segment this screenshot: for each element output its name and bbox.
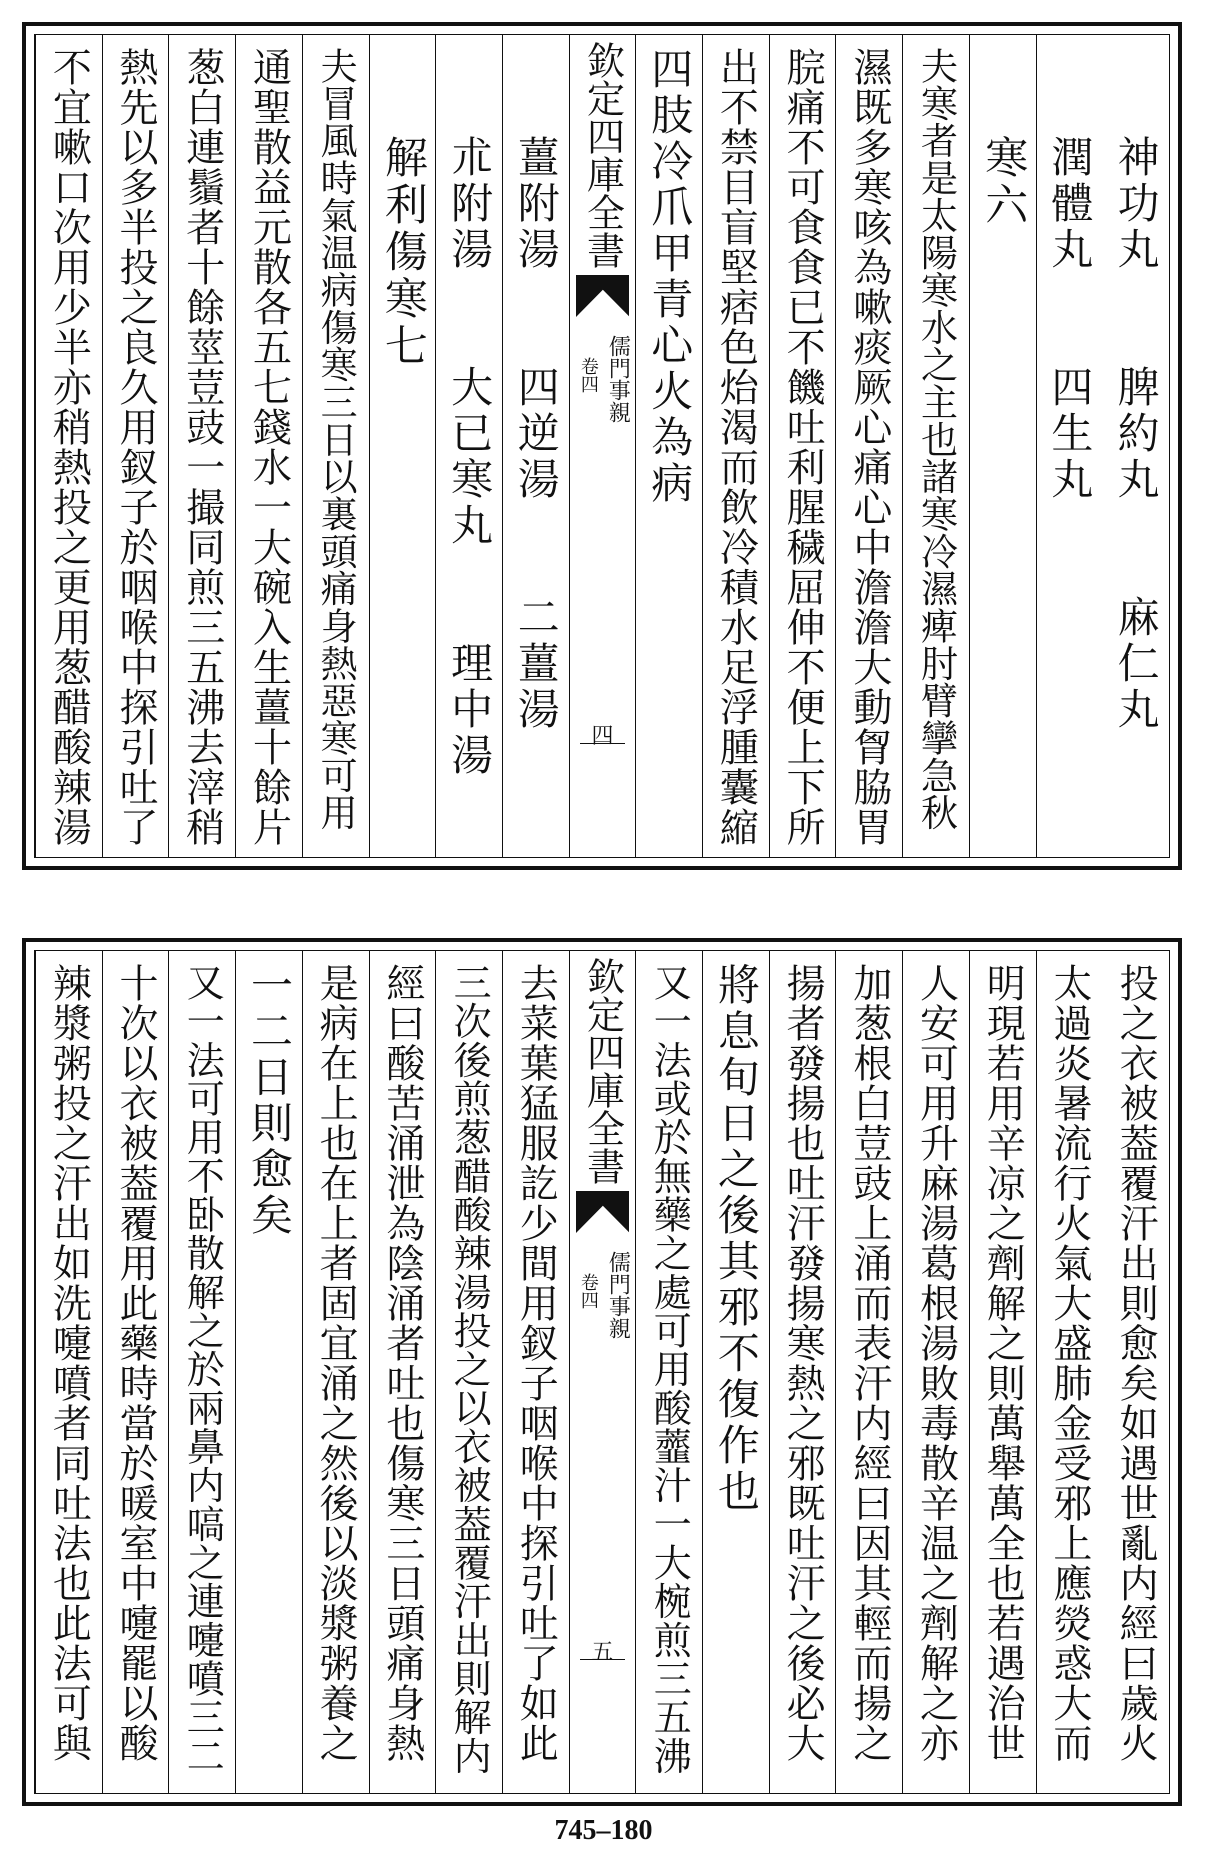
source-title: 儒門事親 xyxy=(605,335,631,423)
column-text: 不宜嗽口次用少半亦稍熱投之更用葱醋酸辣湯 xyxy=(46,47,92,847)
text-column xyxy=(369,35,436,857)
fish-tail-ornament xyxy=(576,1191,630,1233)
column-text: 去菜葉猛服訖少間用釵子咽喉中探引吐了如此 xyxy=(513,963,559,1763)
page-number-rule xyxy=(580,1659,626,1660)
text-column xyxy=(769,35,836,857)
prescription-list: 朮附湯 大已寒丸 理中湯 xyxy=(445,135,495,779)
text-column xyxy=(969,35,1036,857)
text-column xyxy=(702,951,769,1793)
bottom-page xyxy=(22,938,1182,1806)
column-text: 夫冒風時氣温病傷寒三日以裏頭痛身熱惡寒可用 xyxy=(314,47,358,831)
bottom-page-columns xyxy=(34,950,1170,1794)
page-number: 五 xyxy=(591,1640,614,1665)
column-text: 脘痛不可食食已不饑吐利腥穢屈伸不便上下所 xyxy=(780,47,826,847)
text-column xyxy=(502,35,569,857)
page-number-rule xyxy=(580,743,626,744)
text-column xyxy=(235,35,302,857)
section-title: 寒六 xyxy=(978,135,1029,229)
text-column xyxy=(835,951,902,1793)
top-page-columns xyxy=(34,34,1170,858)
fish-tail-ornament xyxy=(576,275,630,317)
column-text: 投之衣被葢覆汗出則愈矣如遇世亂内經曰歲火 xyxy=(1113,963,1159,1763)
column-text: 通聖散益元散各五七錢水一大碗入生薑十餘片 xyxy=(246,47,292,847)
column-text: 熱先以多半投之良久用釵子於咽喉中探引吐了 xyxy=(113,47,159,847)
column-text: 明現若用辛凉之劑解之則萬舉萬全也若遇治世 xyxy=(980,963,1026,1763)
text-column xyxy=(35,35,102,857)
top-page xyxy=(22,22,1182,870)
banner-column xyxy=(569,951,636,1793)
prescription-list: 神功丸 脾約丸 麻仁丸 xyxy=(1111,135,1161,733)
text-column xyxy=(435,35,502,857)
text-column xyxy=(769,951,836,1793)
text-column xyxy=(102,951,169,1793)
text-column xyxy=(635,35,702,857)
text-column xyxy=(302,35,369,857)
text-column xyxy=(168,35,235,857)
text-column xyxy=(969,951,1036,1793)
column-text: 十次以衣被葢覆用此藥時當於暖室中嚏罷以酸 xyxy=(113,963,159,1763)
column-text: 葱白連鬚者十餘莖荳豉一撮同煎三五沸去滓稍 xyxy=(179,47,225,847)
page-number: 四 xyxy=(591,724,614,749)
column-text: 辣漿粥投之汗出如洗嚏噴者同吐法也此法可與 xyxy=(46,963,92,1763)
source-title: 儒門事親 xyxy=(605,1251,631,1339)
text-column xyxy=(35,951,102,1793)
prescription-list: 潤體丸 四生丸 xyxy=(1045,135,1095,503)
column-text: 夫寒者是太陽寒水之主也諸寒冷濕痺肘臂攣急秋 xyxy=(914,47,958,831)
column-text: 又一法可用不卧散解之於兩鼻内嗃之連嚏噴三二 xyxy=(180,963,225,1775)
text-column xyxy=(102,35,169,857)
text-column xyxy=(1036,35,1103,857)
column-text: 四肢冷爪甲青心火為病 xyxy=(645,47,695,507)
book-title: 欽定四庫全書 xyxy=(580,957,625,1185)
text-column xyxy=(1102,951,1169,1793)
volume-label: 卷四 xyxy=(577,357,599,393)
text-column xyxy=(835,35,902,857)
text-column xyxy=(1102,35,1169,857)
section-title: 解利傷寒七 xyxy=(377,135,428,370)
text-column xyxy=(302,951,369,1793)
volume-label: 卷四 xyxy=(577,1273,599,1309)
column-text: 出不禁目盲堅痞色炲渴而飲冷積水足浮腫囊縮 xyxy=(713,47,759,847)
column-text: 三次後煎葱醋酸辣湯投之以衣被葢覆汗出則解内 xyxy=(447,963,492,1775)
text-column xyxy=(902,951,969,1793)
catalog-number: 745–180 xyxy=(554,1815,653,1846)
text-column xyxy=(435,951,502,1793)
column-text: 加葱根白荳豉上涌而表汗内經曰因其輕而揚之 xyxy=(846,963,892,1763)
text-column xyxy=(702,35,769,857)
text-column xyxy=(1036,951,1103,1793)
text-column xyxy=(235,951,302,1793)
text-column xyxy=(635,951,702,1793)
column-text: 經曰酸苦涌泄為陰涌者吐也傷寒三日頭痛身熱 xyxy=(379,963,425,1763)
column-text: 將息旬日之後其邪不復作也 xyxy=(711,963,761,1515)
book-title: 欽定四庫全書 xyxy=(580,41,625,269)
column-text: 一二日則愈矣 xyxy=(244,963,294,1239)
column-text: 太過炎暑流行火氣大盛肺金受邪上應熒惑大而 xyxy=(1046,963,1092,1763)
text-column xyxy=(902,35,969,857)
column-text: 是病在上也在上者固宜涌之然後以淡漿粥養之 xyxy=(313,963,359,1763)
column-text: 又一法或於無藥之處可用酸虀汁一大椀煎三五沸 xyxy=(647,963,692,1775)
text-column xyxy=(168,951,235,1793)
banner-column xyxy=(569,35,636,857)
text-column xyxy=(369,951,436,1793)
column-text: 濕既多寒咳為嗽痰厥心痛心中澹澹大動胷脇胃 xyxy=(846,47,892,847)
text-column xyxy=(502,951,569,1793)
prescription-list: 薑附湯 四逆湯 二薑湯 xyxy=(511,135,561,733)
column-text: 揚者發揚也吐汗發揚寒熱之邪既吐汗之後必大 xyxy=(780,963,826,1763)
column-text: 人安可用升麻湯葛根湯敗毒散辛温之劑解之亦 xyxy=(913,963,959,1763)
